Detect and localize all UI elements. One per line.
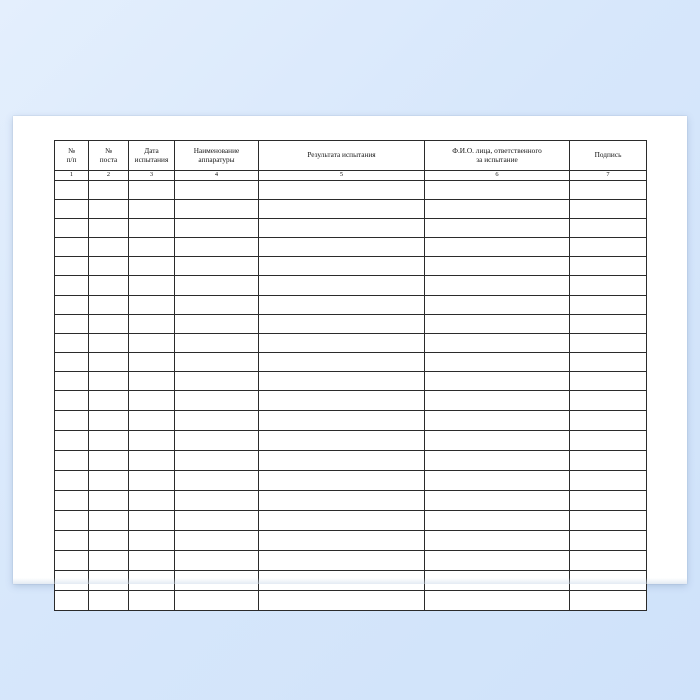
table-cell[interactable] — [89, 531, 129, 551]
table-cell[interactable] — [89, 352, 129, 371]
column-header-equipment-name: Наименование аппаратуры — [175, 141, 259, 171]
table-cell[interactable] — [259, 411, 425, 431]
table-cell[interactable] — [425, 571, 570, 591]
table-cell[interactable] — [259, 200, 425, 219]
table-cell[interactable] — [570, 257, 647, 276]
table-cell[interactable] — [55, 571, 89, 591]
table-cell[interactable] — [175, 333, 259, 352]
table-cell[interactable] — [259, 571, 425, 591]
table-cell[interactable] — [55, 591, 89, 611]
table-cell[interactable] — [175, 531, 259, 551]
table-cell[interactable] — [89, 371, 129, 390]
table-cell[interactable] — [425, 219, 570, 238]
table-cell[interactable] — [89, 591, 129, 611]
table-cell[interactable] — [89, 451, 129, 471]
table-cell[interactable] — [55, 257, 89, 276]
table-cell[interactable] — [425, 276, 570, 295]
table-row[interactable] — [55, 551, 647, 571]
table-cell[interactable] — [570, 531, 647, 551]
table-cell[interactable] — [55, 333, 89, 352]
table-cell[interactable] — [570, 238, 647, 257]
table-cell[interactable] — [55, 431, 89, 451]
table-cell[interactable] — [175, 200, 259, 219]
table-cell[interactable] — [89, 571, 129, 591]
table-cell[interactable] — [175, 571, 259, 591]
table-cell[interactable] — [259, 333, 425, 352]
table-cell[interactable] — [129, 371, 175, 390]
table-row[interactable] — [55, 219, 647, 238]
table-cell[interactable] — [175, 219, 259, 238]
table-cell[interactable] — [425, 551, 570, 571]
table-row[interactable] — [55, 491, 647, 511]
table-row[interactable] — [55, 411, 647, 431]
column-number-1: 1 — [55, 171, 89, 181]
table-cell[interactable] — [129, 571, 175, 591]
table-cell[interactable] — [175, 431, 259, 451]
table-cell[interactable] — [259, 431, 425, 451]
table-cell[interactable] — [570, 200, 647, 219]
table-cell[interactable] — [425, 295, 570, 314]
paper-sheet — [13, 116, 687, 584]
table-row[interactable] — [55, 314, 647, 333]
table-cell[interactable] — [55, 551, 89, 571]
table-cell[interactable] — [55, 219, 89, 238]
table-cell[interactable] — [175, 238, 259, 257]
table-row[interactable] — [55, 511, 647, 531]
table-cell[interactable] — [425, 200, 570, 219]
table-cell[interactable] — [175, 491, 259, 511]
column-number-7: 7 — [570, 171, 647, 181]
table-cell[interactable] — [89, 333, 129, 352]
table-cell[interactable] — [259, 511, 425, 531]
table-cell[interactable] — [259, 314, 425, 333]
header-row — [55, 141, 647, 171]
table-cell[interactable] — [175, 371, 259, 390]
table-cell[interactable] — [129, 391, 175, 411]
table-row[interactable] — [55, 371, 647, 390]
table-cell[interactable] — [129, 257, 175, 276]
table-cell[interactable] — [129, 431, 175, 451]
table-cell[interactable] — [89, 431, 129, 451]
table-cell[interactable] — [425, 591, 570, 611]
table-row[interactable] — [55, 352, 647, 371]
table-row[interactable] — [55, 333, 647, 352]
table-cell[interactable] — [259, 531, 425, 551]
table-cell[interactable] — [89, 391, 129, 411]
column-header-responsible-person: Ф.И.О. лица, ответственного за испытание — [425, 141, 570, 171]
table-cell[interactable] — [570, 571, 647, 591]
table-cell[interactable] — [129, 471, 175, 491]
column-number-row — [55, 171, 647, 181]
table-cell[interactable] — [259, 551, 425, 571]
table-cell[interactable] — [89, 276, 129, 295]
table-cell[interactable] — [129, 531, 175, 551]
table-cell[interactable] — [89, 511, 129, 531]
table-cell[interactable] — [570, 333, 647, 352]
table-cell[interactable] — [425, 257, 570, 276]
table-cell[interactable] — [175, 411, 259, 431]
table-cell[interactable] — [129, 491, 175, 511]
table-cell[interactable] — [89, 314, 129, 333]
table-cell[interactable] — [175, 471, 259, 491]
table-row[interactable] — [55, 431, 647, 451]
table-cell[interactable] — [55, 471, 89, 491]
table-cell[interactable] — [259, 451, 425, 471]
table-cell[interactable] — [129, 352, 175, 371]
table-cell[interactable] — [259, 491, 425, 511]
table-cell[interactable] — [55, 511, 89, 531]
journal-table — [54, 140, 647, 611]
table-cell[interactable] — [570, 551, 647, 571]
table-cell[interactable] — [425, 391, 570, 411]
table-cell[interactable] — [129, 200, 175, 219]
table-cell[interactable] — [259, 181, 425, 200]
table-cell[interactable] — [570, 511, 647, 531]
table-cell[interactable] — [425, 371, 570, 390]
table-cell[interactable] — [570, 181, 647, 200]
table-cell[interactable] — [55, 295, 89, 314]
table-row[interactable] — [55, 238, 647, 257]
table-cell[interactable] — [129, 295, 175, 314]
table-cell[interactable] — [89, 471, 129, 491]
table-cell[interactable] — [425, 181, 570, 200]
table-cell[interactable] — [570, 371, 647, 390]
table-cell[interactable] — [89, 238, 129, 257]
table-cell[interactable] — [55, 181, 89, 200]
table-cell[interactable] — [259, 219, 425, 238]
table-cell[interactable] — [570, 391, 647, 411]
table-row[interactable] — [55, 471, 647, 491]
table-cell[interactable] — [259, 391, 425, 411]
table-cell[interactable] — [89, 551, 129, 571]
table-cell[interactable] — [55, 200, 89, 219]
table-row[interactable] — [55, 181, 647, 200]
table-cell[interactable] — [259, 257, 425, 276]
table-cell[interactable] — [55, 352, 89, 371]
table-cell[interactable] — [89, 491, 129, 511]
table-body — [55, 181, 647, 611]
table-cell[interactable] — [55, 531, 89, 551]
table-cell[interactable] — [259, 276, 425, 295]
table-cell[interactable] — [129, 314, 175, 333]
table-row[interactable] — [55, 257, 647, 276]
table-cell[interactable] — [89, 257, 129, 276]
column-number-5: 5 — [259, 171, 425, 181]
table-cell[interactable] — [89, 219, 129, 238]
table-cell[interactable] — [425, 314, 570, 333]
table-cell[interactable] — [425, 511, 570, 531]
table-cell[interactable] — [425, 531, 570, 551]
table-cell[interactable] — [175, 551, 259, 571]
table-header — [55, 141, 647, 181]
table-cell[interactable] — [425, 471, 570, 491]
column-number-3: 3 — [129, 171, 175, 181]
table-row[interactable] — [55, 531, 647, 551]
table-cell[interactable] — [259, 371, 425, 390]
table-cell[interactable] — [425, 451, 570, 471]
table-row[interactable] — [55, 295, 647, 314]
table-cell[interactable] — [175, 391, 259, 411]
table-cell[interactable] — [55, 451, 89, 471]
table-cell[interactable] — [570, 314, 647, 333]
table-cell[interactable] — [129, 238, 175, 257]
table-cell[interactable] — [55, 371, 89, 390]
column-header-test-date: Дата испытания — [129, 141, 175, 171]
table-cell[interactable] — [425, 411, 570, 431]
table-cell[interactable] — [570, 471, 647, 491]
table-cell[interactable] — [570, 219, 647, 238]
table-cell[interactable] — [175, 276, 259, 295]
table-cell[interactable] — [259, 471, 425, 491]
table-cell[interactable] — [425, 431, 570, 451]
table-cell[interactable] — [89, 295, 129, 314]
table-row[interactable] — [55, 276, 647, 295]
table-cell[interactable] — [175, 352, 259, 371]
table-cell[interactable] — [570, 411, 647, 431]
column-number-6: 6 — [425, 171, 570, 181]
table-cell[interactable] — [129, 181, 175, 200]
table-cell[interactable] — [570, 431, 647, 451]
table-cell[interactable] — [570, 295, 647, 314]
column-number-2: 2 — [89, 171, 129, 181]
table-cell[interactable] — [129, 451, 175, 471]
table-row[interactable] — [55, 591, 647, 611]
table-cell[interactable] — [425, 238, 570, 257]
table-cell[interactable] — [175, 591, 259, 611]
table-cell[interactable] — [425, 491, 570, 511]
column-header-post: № поста — [89, 141, 129, 171]
table-cell[interactable] — [425, 333, 570, 352]
table-cell[interactable] — [570, 591, 647, 611]
column-header-test-result: Результата испытания — [259, 141, 425, 171]
table-cell[interactable] — [129, 591, 175, 611]
table-cell[interactable] — [175, 314, 259, 333]
table-cell[interactable] — [55, 314, 89, 333]
table-cell[interactable] — [129, 551, 175, 571]
table-cell[interactable] — [175, 295, 259, 314]
table-cell[interactable] — [55, 276, 89, 295]
table-cell[interactable] — [570, 451, 647, 471]
column-number-4: 4 — [175, 171, 259, 181]
table-cell[interactable] — [259, 352, 425, 371]
column-header-signature: Подпись — [570, 141, 647, 171]
table-cell[interactable] — [259, 238, 425, 257]
table-cell[interactable] — [55, 411, 89, 431]
table-cell[interactable] — [259, 591, 425, 611]
table-cell[interactable] — [175, 511, 259, 531]
table-cell[interactable] — [89, 200, 129, 219]
table-row[interactable] — [55, 451, 647, 471]
table-cell[interactable] — [175, 451, 259, 471]
table-cell[interactable] — [55, 238, 89, 257]
table-cell[interactable] — [129, 276, 175, 295]
table-cell[interactable] — [129, 333, 175, 352]
table-cell[interactable] — [55, 391, 89, 411]
table-cell[interactable] — [55, 491, 89, 511]
table-cell[interactable] — [175, 181, 259, 200]
table-cell[interactable] — [89, 411, 129, 431]
table-cell[interactable] — [570, 276, 647, 295]
table-cell[interactable] — [425, 352, 570, 371]
table-row[interactable] — [55, 571, 647, 591]
table-cell[interactable] — [89, 181, 129, 200]
table-cell[interactable] — [570, 352, 647, 371]
table-cell[interactable] — [129, 219, 175, 238]
table-cell[interactable] — [570, 491, 647, 511]
table-cell[interactable] — [129, 511, 175, 531]
table-row[interactable] — [55, 200, 647, 219]
table-cell[interactable] — [175, 257, 259, 276]
table-cell[interactable] — [129, 411, 175, 431]
table-row[interactable] — [55, 391, 647, 411]
column-header-number: № п/п — [55, 141, 89, 171]
table-cell[interactable] — [259, 295, 425, 314]
